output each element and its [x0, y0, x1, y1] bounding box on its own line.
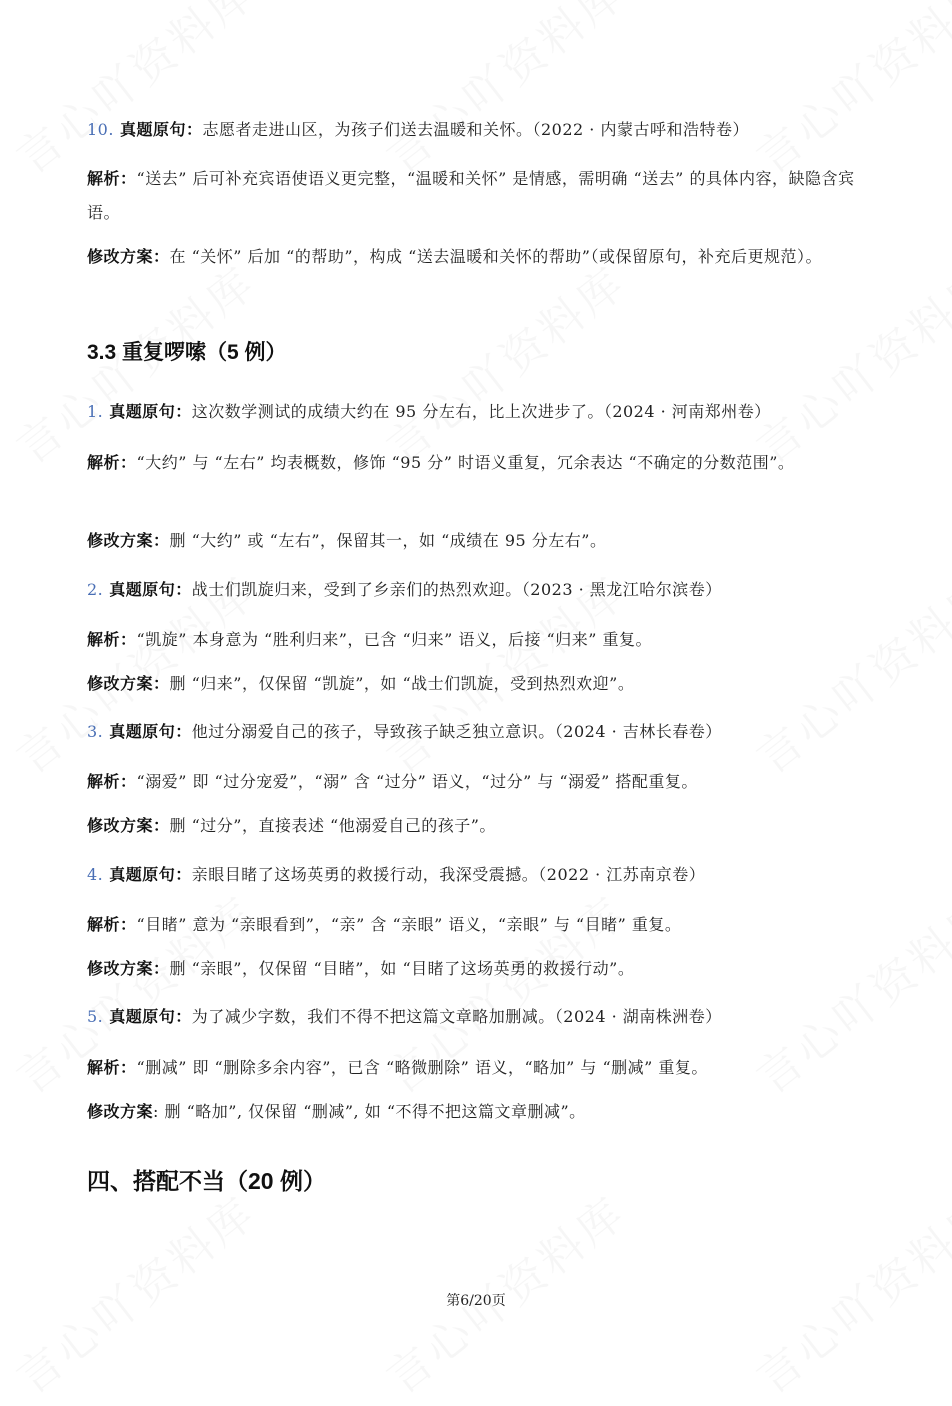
fix-label: 修改方案： — [87, 247, 170, 266]
item-original — [87, 715, 862, 749]
fix-text: 在 “关怀” 后加 “的帮助”，构成 “送去温暖和关怀的帮助”（或保留原句，补充后更规范）。 — [169, 247, 822, 266]
original-text: 亲眼目睹了这场英勇的救援行动，我深受震撼。（2022 · 江苏南京卷） — [191, 865, 706, 884]
page-number: 第6/20页 — [446, 1293, 506, 1309]
item-number: 10. — [87, 120, 114, 139]
item-analysis — [87, 765, 862, 799]
analysis-text: “凯旋” 本身意为 “胜利归来”，已含 “归来” 语义，后接 “归来” 重复。 — [136, 630, 652, 649]
item-original — [87, 1000, 862, 1034]
item-original — [87, 395, 862, 429]
fix-label: 修改方案： — [87, 531, 170, 550]
item-number: 4. — [87, 865, 104, 884]
fix-text: : 删 “略加”, 仅保留 “删减”, 如 “不得不把这篇文章删减”。 — [153, 1102, 586, 1121]
watermark — [741, 0, 952, 186]
item-analysis — [87, 908, 862, 942]
analysis-text: “删减” 即 “删除多余内容”，已含 “略微删除” 语义，“略加” 与 “删减” 重复。 — [136, 1058, 708, 1077]
fix-label: 修改方案： — [87, 674, 170, 693]
item-fix — [87, 240, 862, 274]
item-fix — [87, 952, 862, 986]
item-analysis — [87, 1051, 862, 1085]
analysis-label: 解析： — [87, 772, 137, 791]
analysis-label: 解析： — [87, 453, 137, 472]
original-text: 志愿者走进山区，为孩子们送去温暖和关怀。（2022 · 内蒙古呼和浩特卷） — [202, 120, 749, 139]
item-original — [87, 858, 862, 892]
item-fix — [87, 667, 862, 701]
original-label: 真题原句： — [109, 402, 192, 421]
item-number: 5. — [87, 1007, 104, 1026]
analysis-label: 解析： — [87, 915, 137, 934]
watermark — [1, 0, 267, 186]
analysis-label: 解析： — [87, 630, 137, 649]
original-text: 战士们凯旋归来，受到了乡亲们的热烈欢迎。（2023 · 黑龙江哈尔滨卷） — [191, 580, 722, 599]
original-label: 真题原句： — [109, 865, 192, 884]
item-analysis — [87, 446, 862, 480]
section-heading: 四、搭配不当（20 例） — [87, 1168, 326, 1194]
item-fix — [87, 1095, 862, 1129]
item-number: 3. — [87, 722, 104, 741]
watermark — [741, 248, 952, 476]
item-number: 2. — [87, 580, 104, 599]
fix-label: 修改方案 — [87, 1102, 154, 1121]
analysis-text: “目睹” 意为 “亲眼看到”，“亲” 含 “亲眼” 语义，“亲眼” 与 “目睹” 重复。 — [136, 915, 682, 934]
analysis-label: 解析： — [87, 169, 137, 188]
item-fix — [87, 524, 862, 558]
fix-label: 修改方案： — [87, 959, 170, 978]
original-label: 真题原句： — [109, 580, 192, 599]
original-label: 真题原句： — [109, 1007, 192, 1026]
fix-text: 删 “归来”，仅保留 “凯旋”，如 “战士们凯旋，受到热烈欢迎”。 — [169, 674, 635, 693]
item-original — [87, 113, 862, 147]
original-text: 他过分溺爱自己的孩子，导致孩子缺乏独立意识。（2024 · 吉林长春卷） — [191, 722, 722, 741]
analysis-text: “送去” 后可补充宾语使语义更完整，“温暖和关怀” 是情感，需明确 “送去” 的具体内容，缺隐含宾语。 — [87, 169, 855, 222]
fix-text: 删 “亲眼”，仅保留 “目睹”，如 “目睹了这场英勇的救援行动”。 — [169, 959, 635, 978]
analysis-text: “溺爱” 即 “过分宠爱”，“溺” 含 “过分” 语义，“过分” 与 “溺爱” 搭配重复。 — [136, 772, 698, 791]
watermark — [371, 0, 637, 186]
fix-label: 修改方案： — [87, 816, 170, 835]
item-original — [87, 573, 862, 607]
original-label: 真题原句： — [109, 722, 192, 741]
analysis-label: 解析： — [87, 1058, 137, 1077]
analysis-text: “大约” 与 “左右” 均表概数，修饰 “95 分” 时语义重复，冗余表达 “不确定的分数范围”。 — [136, 453, 795, 472]
watermark — [371, 248, 637, 476]
fix-text: 删 “过分”，直接表述 “他溺爱自己的孩子”。 — [169, 816, 496, 835]
original-text: 这次数学测试的成绩大约在 95 分左右，比上次进步了。（2024 · 河南郑州卷） — [191, 402, 771, 421]
original-label: 真题原句： — [119, 120, 203, 139]
item-fix — [87, 809, 862, 843]
original-text: 为了减少字数，我们不得不把这篇文章略加删减。（2024 · 湖南株洲卷） — [191, 1007, 722, 1026]
item-analysis — [87, 162, 862, 230]
section-heading: 3.3 重复啰嗦（5 例） — [87, 341, 287, 364]
item-number: 1. — [87, 402, 104, 421]
fix-text: 删 “大约” 或 “左右”，保留其一，如 “成绩在 95 分左右”。 — [169, 531, 607, 550]
item-analysis — [87, 623, 862, 657]
